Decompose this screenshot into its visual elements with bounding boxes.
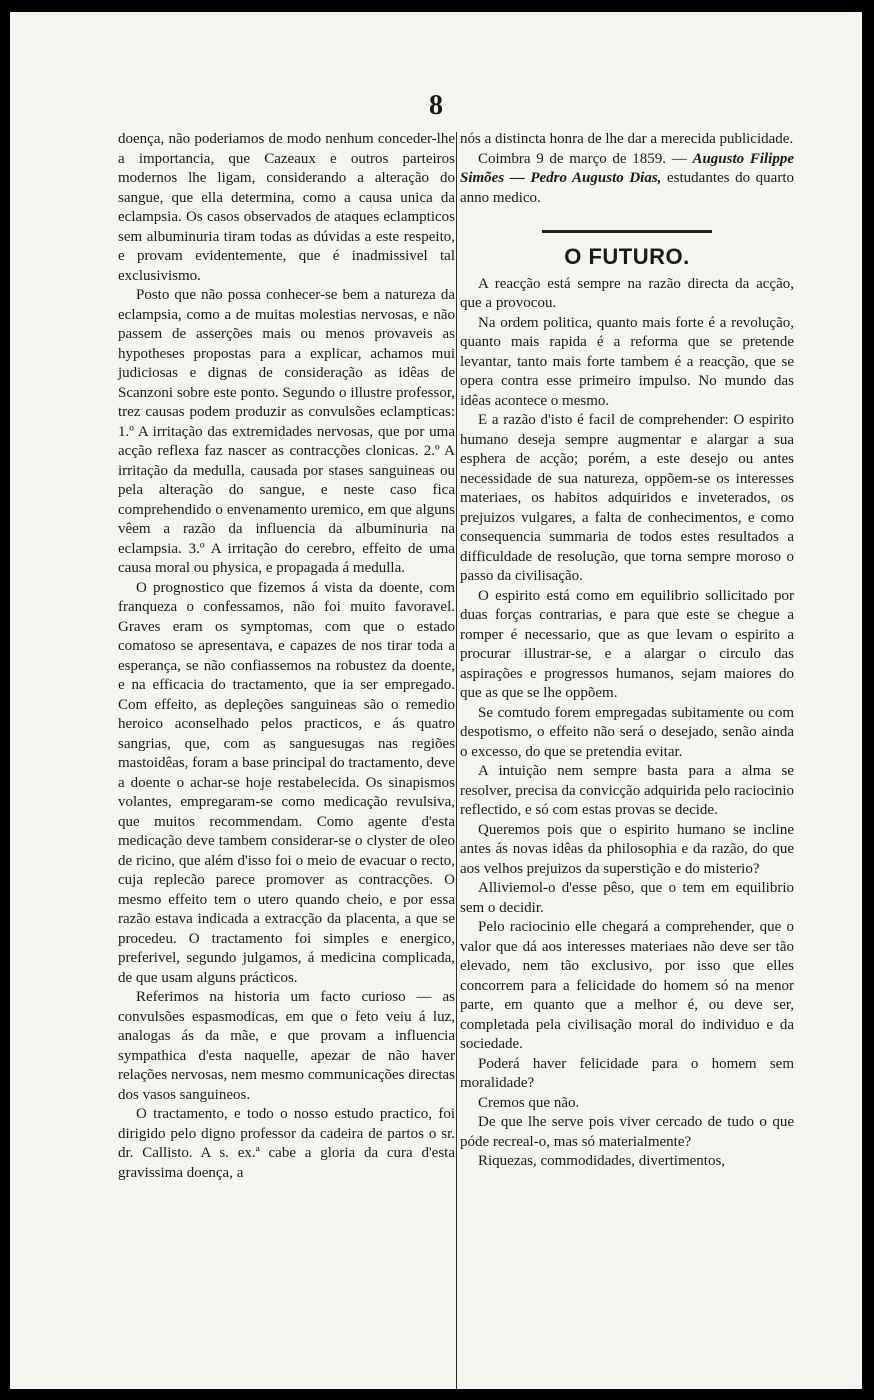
authors-note: estudantes do quarto anno medico.: [460, 170, 794, 206]
left-column: [118, 130, 455, 1183]
page-number: 8: [429, 90, 443, 121]
signature-block: [460, 150, 794, 209]
article-paragraph: A intuição nem sempre basta para a alma se resolver, precisa da convicção adquirida pelo raciocinio reflectido, e só com estas provas se decide.: [460, 763, 794, 818]
section-title: O FUTURO.: [564, 244, 690, 269]
left-paragraph: O tractamento, e todo o nosso estudo practico, foi dirigido pelo digno professor da cadeira de partos o sr. dr. Callisto. A s. ex.ª cabe a gloria da cura d'esta gravissima doença, a: [118, 1106, 455, 1181]
article-paragraph: Pelo raciocinio elle chegará a comprehender, que o valor que dá aos interesses materiaes não deve ser tão elevado, nem tão exclusivo, por isso que elles concorrem para a felicidade do homem só na menor parte, em quanto que a melhor é, ou deve ser, completada pela civilisação moral do individuo e da sociedade.: [460, 919, 794, 1052]
article-paragraph: Cremos que não.: [478, 1094, 580, 1111]
left-paragraph: Referimos na historia um facto curioso — as convulsões espasmodicas, em que o feto veiu á luz, analogas ás da mãe, e que provam a influencia sympathica d'esta naquelle, apezar de não haver relações nervosas, nem mesmo communicações directas dos vasos sanguineos.: [118, 989, 455, 1103]
continuation-text: nós a distincta honra de lhe dar a merecida publicidade.: [460, 131, 794, 147]
article-paragraph: E a razão d'isto é facil de comprehender: O espirito humano deseja sempre augmentar e alargar a sua esphera de acção; porém, a este desejo ou antes necessidade de sua natureza, oppõem-se os interesses materiaes, os habitos adquiridos e inveterados, os prejuizos vulgares, a falta de conhecimentos, e como consequencia summaria de todos estes resultados a difficuldade de resolução, que torna sempre moroso o passo da civilisação.: [460, 412, 794, 584]
article-paragraph: A reacção está sempre na razão directa da acção, que a provocou.: [460, 275, 794, 311]
left-paragraph: O prognostico que fizemos á vista da doente, com franqueza o confessamos, não foi muito favoravel. Graves eram os symptomas, com que o estado comatoso se apresentava, e capazes de nos tirar toda a esperança, se não confiassemos na robustez da doente, e na efficacia do tractamento, que ia ser empregado. Com effeito, as depleções sanguineas são o remedio heroico aconselhado pelos practicos, e ás quatro sangrias, que, com as sanguesugas nas regiões mastoidêas, foram a base principal do tractamento, deve a doente o achar-se hoje restabelecida. Os sinapismos volantes, empregaram-se como medicação revulsiva, que muitos recommendam. Como agente d'esta medicação deve tambem considerar-se o clyster de oleo de ricino, que além d'isso foi o meio de evacuar o recto, cuja replecão parece promover as contracções. O mesmo effeito tem o utero quando cheio, e por essa razão estava indicada a extracção da placenta, a que se procedeu. O tractamento foi simples e energico, preferivel, segundo julgamos, á medicina complicada, de que usam alguns prácticos.: [118, 579, 455, 986]
right-column: [460, 130, 794, 1172]
article-paragraph: Poderá haver felicidade para o homem sem moralidade?: [460, 1055, 794, 1091]
authors: Augusto Filippe Simões — Pedro Augusto Dias,: [460, 150, 794, 186]
dateline: Coimbra 9 de março de 1859. —: [478, 150, 687, 167]
left-paragraph: doença, não poderiamos de modo nenhum conceder-lhe a importancia, que Cazeaux e outros parteiros modernos lhe ligam, considerando a alteração do sangue, que ella determina, como a causa unica da eclampsia. Os casos observados de ataques eclampticos sem albuminuria tiram todas as dúvidas a este respeito, e provam evidentemente, que é inadmissivel tal exclusivismo.: [118, 131, 455, 284]
newspaper-page: [10, 12, 862, 1389]
article-paragraph: De que lhe serve pois viver cercado de tudo o que póde recreal-o, mas só materialmente?: [460, 1114, 794, 1150]
column-divider: [456, 132, 457, 1389]
article-paragraph: O espirito está como em equilibrio sollicitado por duas forças contrarias, e para que este se chegue a romper é necessario, que as que levam o espirito a procurar illustrar-se, e a alargar o circulo das aspirações e progressos humanos, sejam maiores do que as que se lhe oppõem.: [460, 587, 794, 701]
article-paragraph: Se comtudo forem empregadas subitamente ou com despotismo, o effeito não será o desejado, senão ainda o excesso, do que se pretendia evitar.: [460, 704, 794, 760]
section-rule: [542, 230, 712, 233]
article-paragraph: Na ordem politica, quanto mais forte é a revolução, quanto mais rapida é a reforma que se pretende levantar, tanto mais forte tambem é a reacção, que se opera contra esse primeiro impulso. No mundo das idêas acontece o mesmo.: [460, 314, 794, 409]
left-paragraph: Posto que não possa conhecer-se bem a natureza da eclampsia, como a de muitas molestias nervosas, e não passem de asserções mais ou menos provaveis as hypotheses propostas para a explicar, achamos mui judiciosas e dignas de consideração as idêas de Scanzoni sobre este ponto. Segundo o illustre professor, trez causas podem produzir as convulsões eclampticas: 1.º A irritação das extremidades nervosas, que por uma acção reflexa faz nascer as contracções clonicas. 2.º A irritação da medulla, causada por stases sanguineas ou pela alteração do sangue, e neste caso fica comprehendido o envenamento uremico, em que alguns vêem a razão da influencia da albuminuria na eclampsia. 3.º A irritação do cerebro, effeito de uma causa moral ou physica, e propagada á medulla.: [118, 287, 455, 576]
article-paragraph: Alliviemol-o d'esse pêso, que o tem em equilibrio sem o decidir.: [460, 880, 794, 916]
article-paragraph: Queremos pois que o espirito humano se incline antes ás novas idêas da philosophia e da razão, do que aos velhos prejuizos da superstição e do misterio?: [460, 821, 794, 877]
article-paragraph: Riquezas, commodidades, divertimentos,: [478, 1153, 726, 1169]
